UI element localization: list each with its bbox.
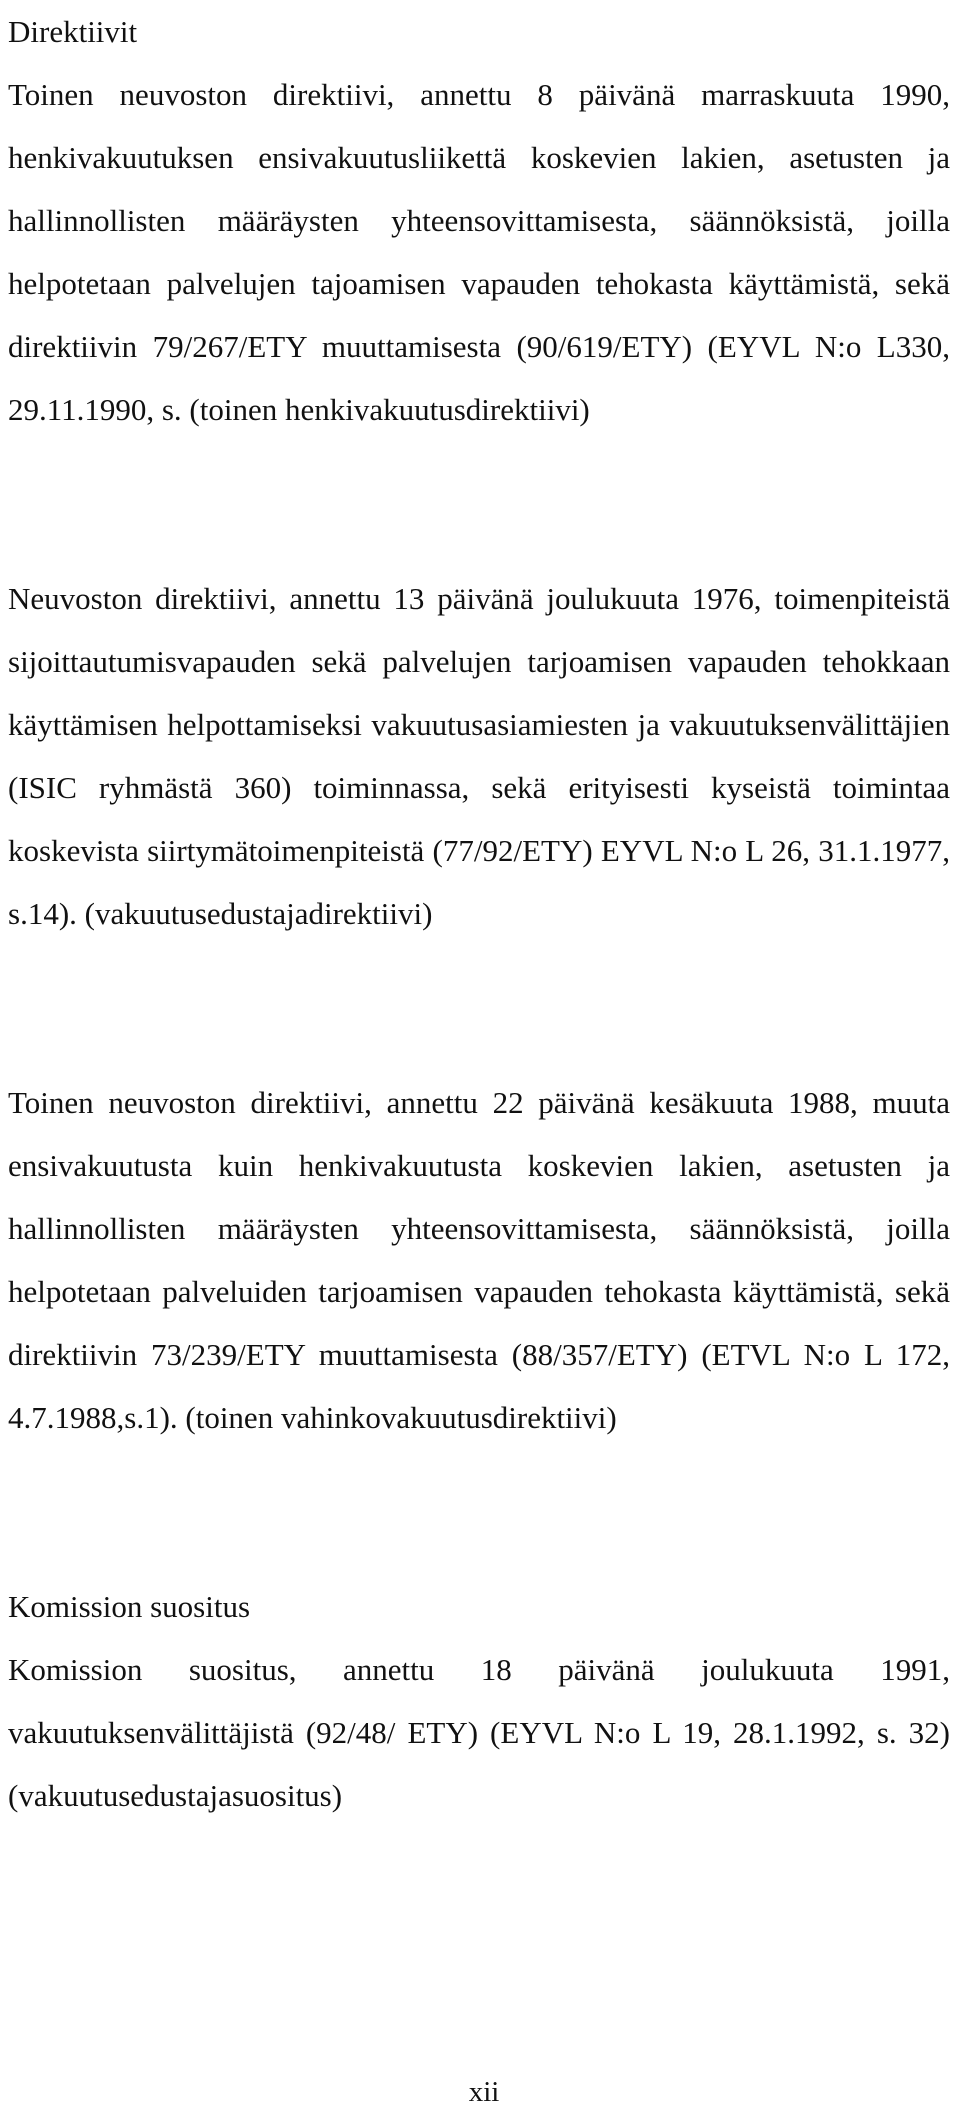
paragraph-gap (8, 945, 950, 1071)
directive-paragraph-2: Neuvoston direktiivi, annettu 13 päivänä joulukuuta 1976, toimenpiteistä sijoittautumisvapauden sekä palvelujen tarjoamisen vapauden tehokkaan käyttämisen helpottamiseksi vakuutusasiamiesten ja vakuutuksenvälittäjien (ISIC ryhmästä 360) toiminnassa, sekä erityisesti kyseistä toimintaa koskevista siirtymätoimenpiteistä (77/92/ETY) EYVL N:o L 26, 31.1.1977, s.14). (vakuutusedustajadirektiivi) (8, 581, 950, 931)
page-number: xii (468, 2076, 500, 2108)
section-heading-directives: Direktiivit (8, 14, 138, 49)
section-heading-recommendation: Komission suositus (8, 1589, 251, 1624)
document-body (8, 0, 950, 1827)
paragraph-gap (8, 1449, 950, 1575)
recommendation-paragraph-1: Komission suositus, annettu 18 päivänä joulukuuta 1991, vakuutuksenvälittäjistä (92/48/ ETY) (EYVL N:o L 19, 28.1.1992, s. 32) (vakuutusedustajasuositus) (8, 1652, 950, 1813)
paragraph-gap (8, 441, 950, 567)
directive-paragraph-3: Toinen neuvoston direktiivi, annettu 22 päivänä kesäkuuta 1988, muuta ensivakuutusta kuin henkivakuutusta koskevien lakien, asetusten ja hallinnollisten määräysten yhteensovittamisesta, säännöksistä, joilla helpotetaan palveluiden tarjoamisen vapauden tehokasta käyttämistä, sekä direktiivin 73/239/ETY muuttamisesta (88/357/ETY) (ETVL N:o L 172, 4.7.1988,s.1). (toinen vahinkovakuutusdirektiivi) (8, 1085, 950, 1435)
directive-paragraph-1: Toinen neuvoston direktiivi, annettu 8 päivänä marraskuuta 1990, henkivakuutuksen ensivakuutusliikettä koskevien lakien, asetusten ja hallinnollisten määräysten yhteensovittamisesta, säännöksistä, joilla helpotetaan palvelujen tajoamisen vapauden tehokasta käyttämistä, sekä direktiivin 79/267/ETY muuttamisesta (90/619/ETY) (EYVL N:o L330, 29.11.1990, s. (toinen henkivakuutusdirektiivi) (8, 77, 950, 427)
